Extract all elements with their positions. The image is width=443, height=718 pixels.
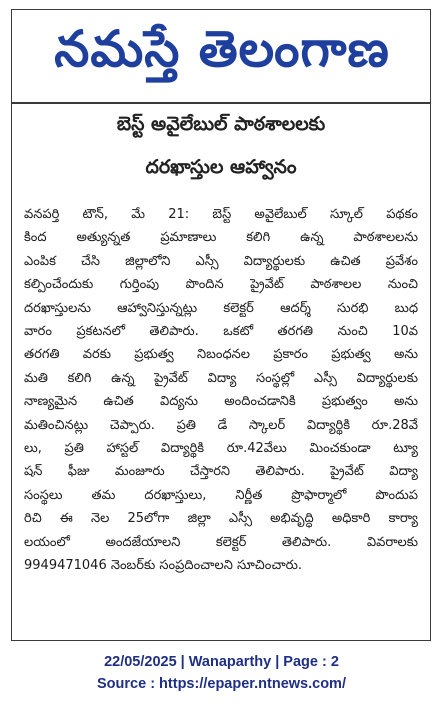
footer-dateline: 22/05/2025 | Wanaparthy | Page : 2 <box>104 654 339 670</box>
body-line: రిచి ఈ నెల 25లోగా జిల్లా ఎస్సీ అభివృద్ధి అధికారి కార్యా <box>24 511 418 527</box>
body-line: 9949471046 నెంబర్‌కు సంప్రదించాలని సూచించారు. <box>24 558 303 574</box>
masthead-divider <box>12 102 430 104</box>
body-line: నాణ్యమైన ఉచిత విద్యను అందించడానికి ప్రభుత్వం అను <box>24 394 418 410</box>
body-line: షన్ ఫీజు మంజూరు చేస్తారని తెలిపారు. ప్రైవేట్ విద్యా <box>24 464 418 480</box>
headline-line-2: దరఖాస్తుల ఆహ్వానం <box>145 156 297 178</box>
body-line: వనపర్తి టౌన్, మే 21: బెస్ట్ అవైలేబుల్ స్కూల్ పథకం <box>24 207 418 222</box>
body-line: దరఖాస్తులను ఆహ్వానిస్తున్నట్లు కలెక్టర్ ఆదర్శ్ సురభి బుధ <box>24 300 418 316</box>
body-line: వారం ప్రకటనలో తెలిపారు. ఒకటో తరగతి నుంచి 10వ <box>24 324 418 340</box>
body-line: మతి కలిగి ఉన్న ప్రైవేట్ విద్యా సంస్థల్లో ఎస్సీ విద్యార్థులకు <box>24 370 418 386</box>
body-line: సంస్థలు తమ దరఖాస్తులు, నిర్ణీత ప్రొఫార్మాలో పొందుప <box>24 487 418 503</box>
body-line: ఎంపిక చేసి జిల్లాలోని ఎస్సీ విద్యార్థులకు ఉచిత ప్రవేశం <box>24 253 418 269</box>
headline-line-1: బెస్ట్ అవైలేబుల్ పాఠశాలలకు <box>116 113 326 135</box>
newspaper-masthead: నమస్తే తెలంగాణ <box>54 19 390 78</box>
body-line: లు, ప్రతి హాస్టల్ విద్యార్థికి రూ.42వేలు మించకుండా ట్యూ <box>24 441 418 457</box>
body-line: మతించినట్లు చెప్పారు. ప్రతి డే స్కాలర్ విద్యార్థికి రూ.28వే <box>24 417 418 433</box>
body-line: కల్పించేందుకు గుర్తింపు పొందిన ప్రైవేట్ పాఠశాలల నుంచి <box>24 277 418 293</box>
news-clipping <box>11 9 431 641</box>
body-line: కింద అత్యున్నత ప్రమాణాలు కలిగి ఉన్న పాఠశాలలను <box>24 230 418 246</box>
footer-source-link[interactable]: Source : https://epaper.ntnews.com/ <box>97 676 346 692</box>
body-line: తరగతి వరకు ప్రభుత్వ నిబంధనల ప్రకారం ప్రభుత్వ అను <box>24 347 418 363</box>
article-body <box>24 203 418 578</box>
body-line: లయంలో అందజేయాలని కలెక్టర్ తెలిపారు. వివరాలకు <box>24 534 418 550</box>
